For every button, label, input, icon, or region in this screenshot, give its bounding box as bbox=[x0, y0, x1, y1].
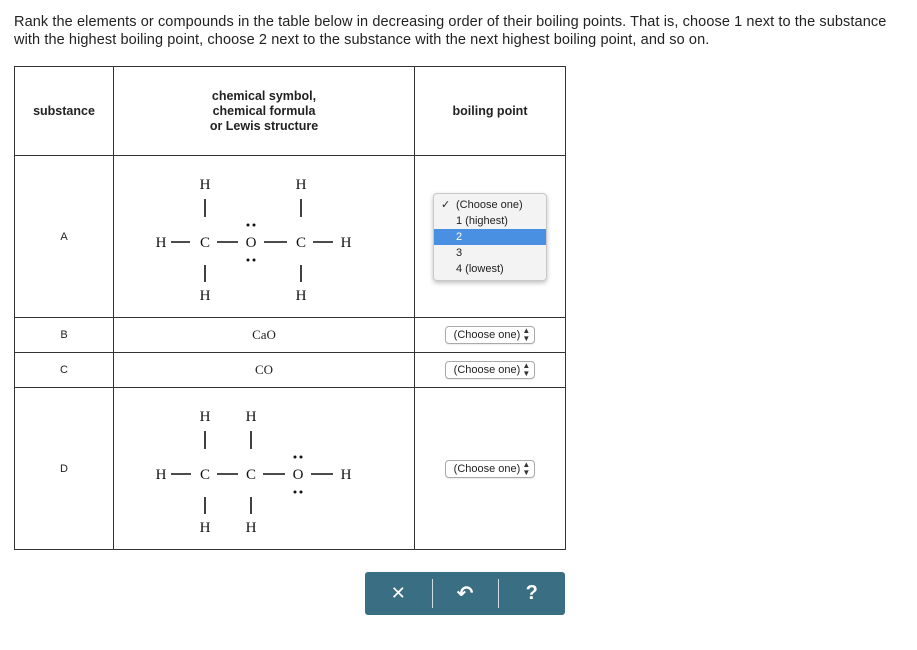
lewis-structure-a-svg bbox=[149, 162, 379, 312]
svg-text:C: C bbox=[245, 466, 257, 483]
option-4-lowest[interactable]: 4 (lowest) bbox=[456, 262, 504, 275]
table-row-a bbox=[15, 156, 566, 318]
svg-text:H: H bbox=[340, 234, 352, 251]
table-row-c bbox=[15, 353, 566, 388]
rank-select-b[interactable]: (Choose one) ▲ ▼ bbox=[445, 326, 536, 344]
select-arrows-icon: ▲ ▼ bbox=[522, 326, 531, 343]
row-label-c: C bbox=[60, 364, 68, 376]
rank-select-a-open[interactable] bbox=[433, 193, 547, 281]
svg-text:H: H bbox=[155, 234, 167, 251]
svg-text:O: O bbox=[292, 466, 304, 483]
table-row-b bbox=[15, 318, 566, 353]
option-3[interactable]: 3 bbox=[456, 246, 463, 259]
undo-icon: ↶ bbox=[456, 583, 474, 605]
boiling-point-cell-a bbox=[415, 156, 566, 318]
svg-text:H: H bbox=[295, 176, 307, 193]
lewis-structure-d bbox=[114, 388, 415, 550]
close-icon: ✕ bbox=[390, 583, 406, 603]
svg-text:H: H bbox=[199, 519, 211, 536]
select-arrows-icon: ▲ ▼ bbox=[522, 361, 531, 378]
formula-b: CaO bbox=[252, 327, 276, 342]
svg-text:H: H bbox=[245, 519, 257, 536]
answer-toolbar bbox=[365, 572, 565, 615]
lewis-structure-a bbox=[114, 156, 415, 318]
svg-text:H: H bbox=[155, 466, 167, 483]
svg-text:H: H bbox=[199, 287, 211, 304]
question-prompt: Rank the elements or compounds in the table below in decreasing order of their boiling points. That is, choose 1 next to the substance with the highest boiling point, choose 2 next to the substance with the next highest boiling point, and so on. bbox=[14, 14, 887, 48]
formula-c: CO bbox=[254, 362, 274, 377]
ranking-table bbox=[14, 66, 566, 550]
row-label-a: A bbox=[60, 230, 68, 243]
svg-text:C: C bbox=[199, 466, 211, 483]
svg-text:H: H bbox=[245, 408, 257, 425]
option-1-highest[interactable]: 1 (highest) bbox=[456, 214, 508, 227]
undo-button[interactable] bbox=[432, 572, 499, 615]
svg-text:O: O bbox=[245, 234, 257, 251]
row-label-d: D bbox=[60, 462, 68, 475]
header-structure: chemical symbol, chemical formula or Lewis structure bbox=[114, 67, 415, 156]
svg-text:H: H bbox=[199, 176, 211, 193]
row-label-b: B bbox=[60, 329, 68, 341]
option-2[interactable]: 2 bbox=[434, 229, 546, 245]
table-row-d bbox=[15, 388, 566, 550]
svg-text:C: C bbox=[199, 234, 211, 251]
select-arrows-icon: ▲ ▼ bbox=[522, 459, 531, 477]
header-substance: substance bbox=[15, 67, 114, 156]
help-button[interactable] bbox=[498, 572, 565, 615]
clear-button[interactable] bbox=[365, 572, 432, 615]
rank-select-d[interactable]: (Choose one) ▲ ▼ bbox=[445, 460, 536, 478]
option-choose-one[interactable]: ✓ (Choose one) bbox=[441, 198, 523, 211]
lewis-structure-d-svg bbox=[149, 394, 379, 544]
svg-text:C: C bbox=[295, 234, 307, 251]
help-icon: ? bbox=[525, 582, 538, 604]
svg-text:H: H bbox=[340, 466, 352, 483]
svg-text:H: H bbox=[295, 287, 307, 304]
rank-select-c[interactable]: (Choose one) ▲ ▼ bbox=[445, 361, 536, 379]
svg-text:H: H bbox=[199, 408, 211, 425]
header-boiling-point: boiling point bbox=[415, 67, 566, 156]
